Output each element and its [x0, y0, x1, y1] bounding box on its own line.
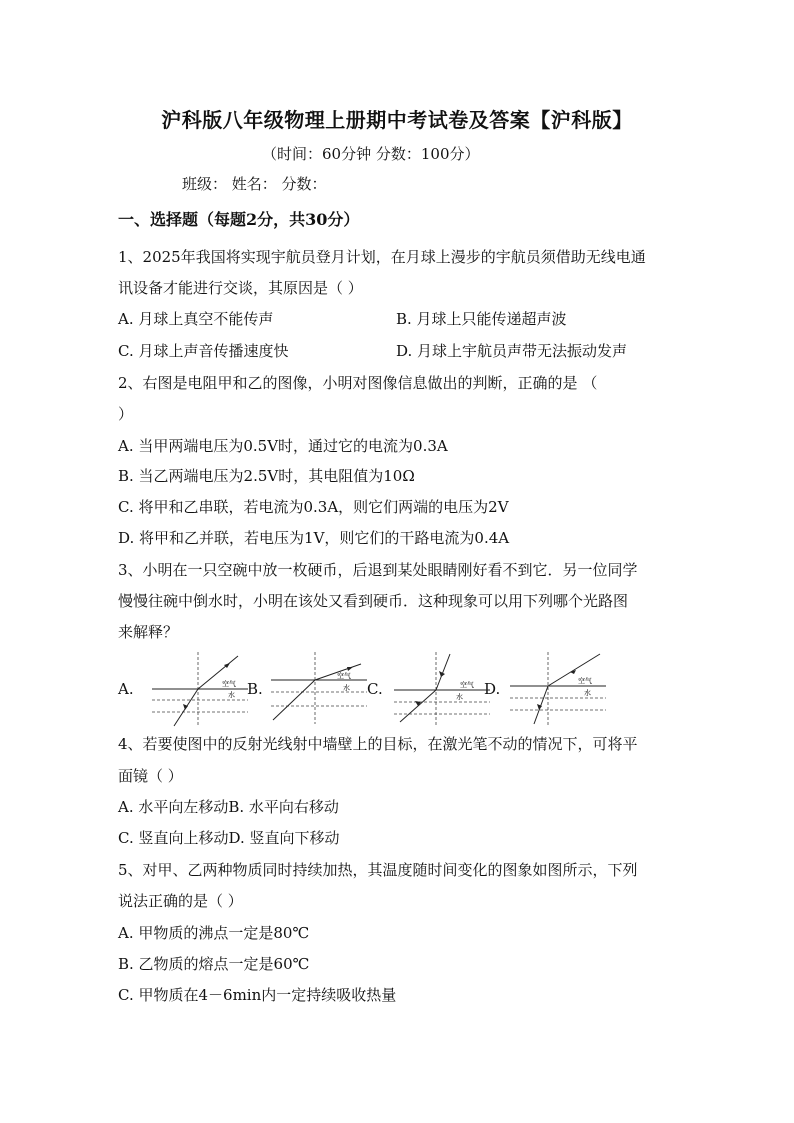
- q2-option-c: C. 将甲和乙串联，若电流为0.3A，则它们两端的电压为2V: [118, 498, 509, 516]
- section-heading: 一、选择题（每题2分，共30分）: [118, 210, 360, 229]
- water-label: 水: [228, 691, 235, 699]
- water-label: 水: [456, 693, 463, 701]
- q3-label-b: B.: [247, 680, 263, 698]
- q3-stem-line2: 慢慢往碗中倒水时，小明在该处又看到硬币．这种现象可以用下列哪个光路图: [118, 592, 629, 610]
- q3-stem-line1: 3、小明在一只空碗中放一枚硬币，后退到某处眼睛刚好看不到它．另一位同学: [118, 561, 638, 579]
- q3-label-a: A.: [118, 680, 134, 698]
- water-label: 水: [584, 689, 591, 697]
- q2-option-d: D. 将甲和乙并联，若电压为1V，则它们的干路电流为0.4A: [118, 529, 510, 547]
- q3-diagram-d: [510, 650, 606, 732]
- air-label: 空气: [222, 680, 236, 688]
- q3-label-d: D.: [484, 680, 501, 698]
- q3-diagram-b: [271, 650, 367, 732]
- q5-option-b: B. 乙物质的熔点一定是60℃: [118, 955, 310, 973]
- q5-stem-line2: 说法正确的是（ ）: [118, 892, 243, 910]
- q1-option-a: A. 月球上真空不能传声: [118, 310, 274, 328]
- q5-option-c: C. 甲物质在4－6min内一定持续吸收热量: [118, 986, 397, 1004]
- q4-stem-line1: 4、若要使图中的反射光线射中墙壁上的目标，在激光笔不动的情况下，可将平: [118, 735, 638, 753]
- q3-diagram-c: [394, 650, 490, 732]
- q5-stem-line1: 5、对甲、乙两种物质同时持续加热，其温度随时间变化的图象如图所示，下列: [118, 861, 638, 879]
- q3-stem-line3: 来解释？: [118, 623, 179, 641]
- q1-option-c: C. 月球上声音传播速度快: [118, 342, 289, 360]
- q2-stem-line1: 2、右图是电阻甲和乙的图像，小明对图像信息做出的判断，正确的是 （: [118, 374, 598, 392]
- q2-option-b: B. 当乙两端电压为2.5V时，其电阻值为10Ω: [118, 467, 415, 485]
- q4-options-ab: A. 水平向左移动B. 水平向右移动: [118, 798, 339, 816]
- air-label: 空气: [578, 677, 592, 685]
- student-info: 班级： 姓名： 分数：: [182, 175, 327, 193]
- q2-option-a: A. 当甲两端电压为0.5V时，通过它的电流为0.3A: [118, 437, 448, 455]
- exam-time-score: （时间：60分钟 分数：100分）: [262, 145, 480, 163]
- q3-diagram-a: [152, 650, 248, 732]
- air-label: 空气: [460, 681, 474, 689]
- q5-option-a: A. 甲物质的沸点一定是80℃: [118, 924, 310, 942]
- q2-stem-line2: ）: [118, 405, 134, 423]
- q4-options-cd: C. 竖直向上移动D. 竖直向下移动: [118, 829, 340, 847]
- water-label: 水: [343, 684, 350, 692]
- q1-stem-line2: 讯设备才能进行交谈，其原因是（ ）: [118, 279, 363, 297]
- q1-stem-line1: 1、2025年我国将实现宇航员登月计划，在月球上漫步的宇航员须借助无线电通: [118, 248, 646, 266]
- q3-label-c: C.: [367, 680, 383, 698]
- air-label: 空气: [337, 672, 351, 680]
- page-title: 沪科版八年级物理上册期中考试卷及答案【沪科版】: [161, 108, 633, 132]
- q1-option-d: D. 月球上宇航员声带无法振动发声: [396, 342, 628, 360]
- q1-option-b: B. 月球上只能传递超声波: [396, 310, 567, 328]
- q4-stem-line2: 面镜（ ）: [118, 767, 183, 785]
